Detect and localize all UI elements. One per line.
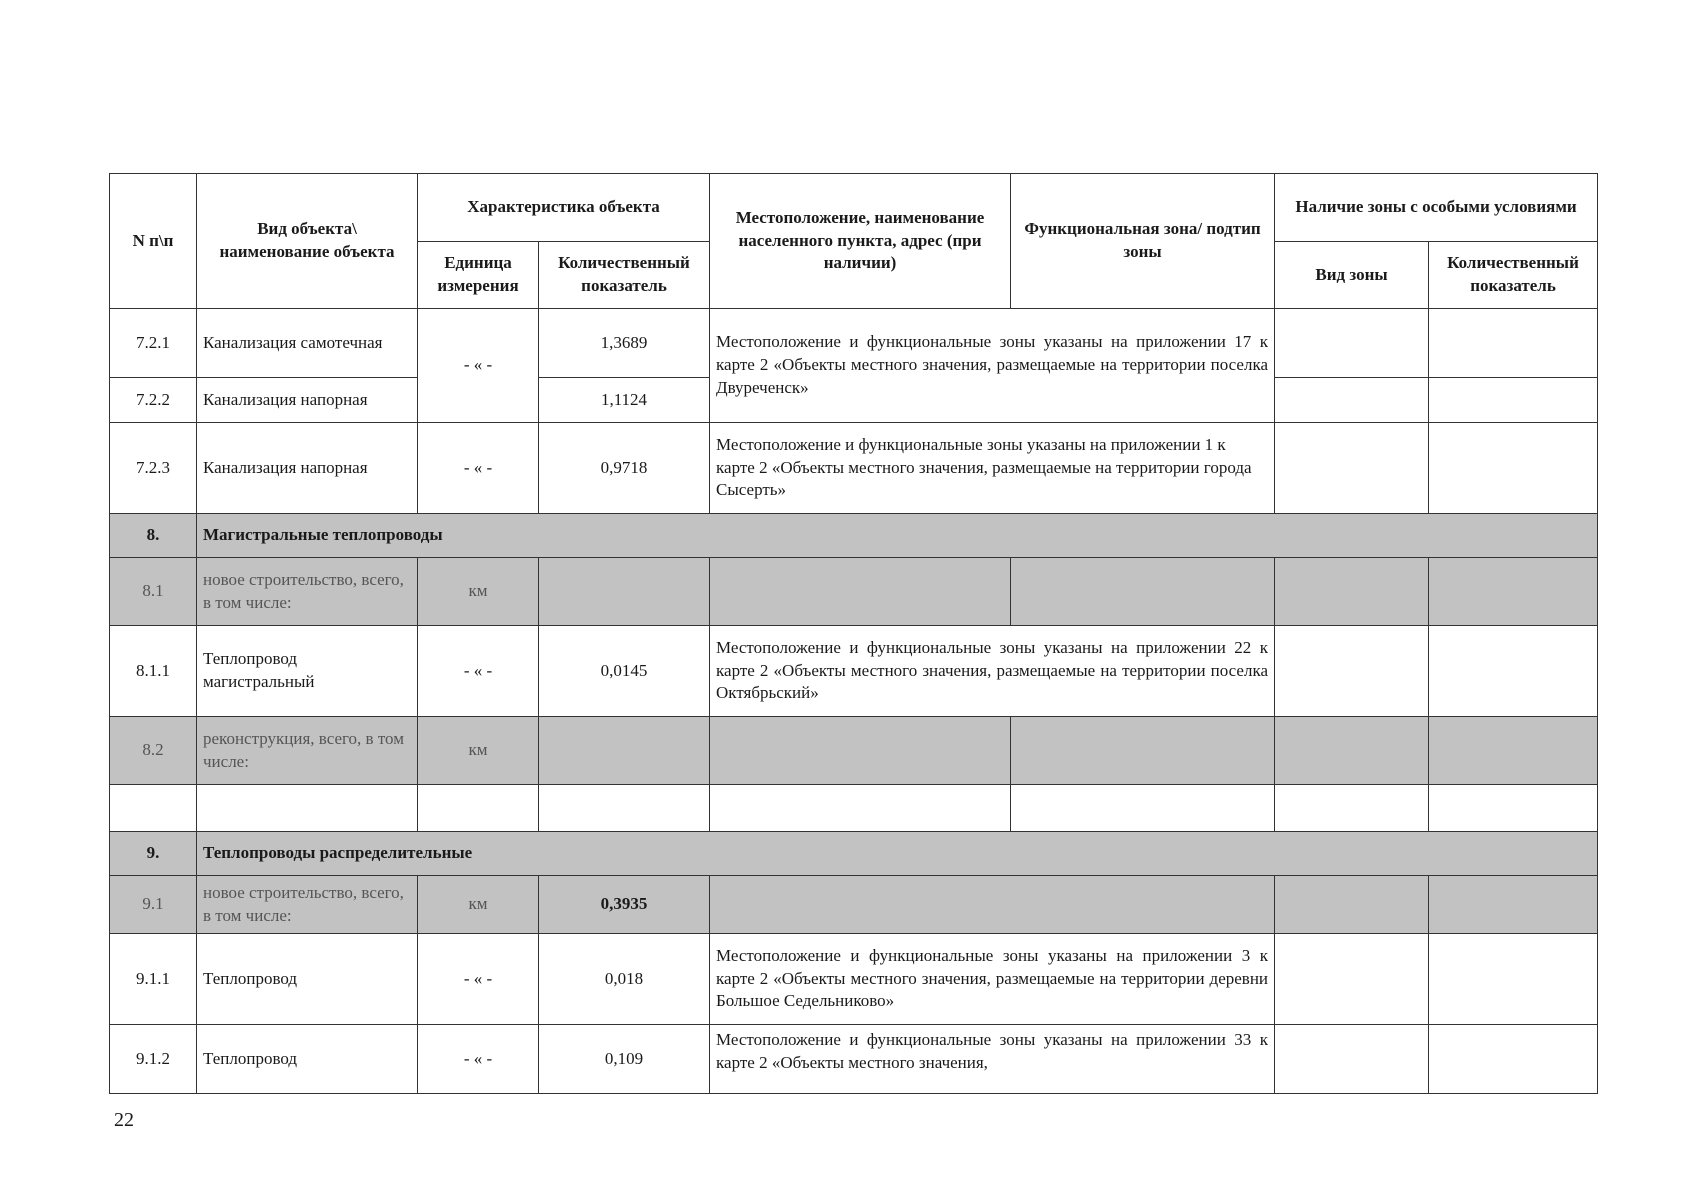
table-row — [110, 558, 1598, 626]
zone-quantity-cell — [1429, 876, 1598, 934]
empty-cell — [1011, 785, 1275, 832]
zone-type-cell — [1275, 934, 1429, 1025]
row-value: 0,109 — [539, 1025, 710, 1094]
row-value — [539, 558, 710, 626]
row-num: 7.2.2 — [110, 378, 197, 423]
header-functional-zone: Функциональная зона/ подтип зоны — [1011, 174, 1275, 309]
section-row — [110, 514, 1598, 558]
row-zone — [1011, 717, 1275, 785]
zone-quantity-cell — [1429, 626, 1598, 717]
row-name: Канализация напорная — [197, 378, 418, 423]
row-value: 0,0145 — [539, 626, 710, 717]
table-row — [110, 1025, 1598, 1094]
row-unit: - « - — [418, 423, 539, 514]
zone-type-cell — [1275, 558, 1429, 626]
row-unit: - « - — [418, 626, 539, 717]
row-num: 8.1 — [110, 558, 197, 626]
row-value: 1,3689 — [539, 309, 710, 378]
zone-quantity-cell — [1429, 717, 1598, 785]
zone-type-cell — [1275, 1025, 1429, 1094]
section-title: Теплопроводы распределительные — [197, 832, 1598, 876]
row-value: 0,018 — [539, 934, 710, 1025]
row-name: Теплопровод — [197, 1025, 418, 1094]
table-row — [110, 934, 1598, 1025]
row-num: 8.1.1 — [110, 626, 197, 717]
header-unit: Единица измерения — [418, 242, 539, 309]
table-row — [110, 309, 1598, 378]
row-name: новое строительство, всего, в том числе: — [197, 876, 418, 934]
row-unit: км — [418, 717, 539, 785]
zone-quantity-cell — [1429, 558, 1598, 626]
row-num: 9.1.2 — [110, 1025, 197, 1094]
zone-quantity-cell — [1429, 423, 1598, 514]
header-characteristic: Характеристика объекта — [418, 174, 710, 242]
header-num: N п\п — [110, 174, 197, 309]
row-num: 7.2.3 — [110, 423, 197, 514]
row-location — [710, 717, 1011, 785]
row-value: 0,3935 — [539, 876, 710, 934]
row-location: Местоположение и функциональные зоны указаны на приложении 22 к карте 2 «Объекты местного значения, размещаемые на территории поселка Октябрьский» — [710, 626, 1275, 717]
row-location: Местоположение и функциональные зоны указаны на приложении 33 к карте 2 «Объекты местного значения, — [710, 1025, 1275, 1094]
header-location: Местоположение, наименование населенного пункта, адрес (при наличии) — [710, 174, 1011, 309]
section-num: 8. — [110, 514, 197, 558]
header-quantity: Количественный показатель — [539, 242, 710, 309]
zone-type-cell — [1275, 378, 1429, 423]
empty-cell — [539, 785, 710, 832]
row-value: 1,1124 — [539, 378, 710, 423]
row-value — [539, 717, 710, 785]
zone-quantity-cell — [1429, 1025, 1598, 1094]
row-location: Местоположение и функциональные зоны указаны на приложении 3 к карте 2 «Объекты местного значения, размещаемые на территории деревни Большое Седельниково» — [710, 934, 1275, 1025]
zone-type-cell — [1275, 423, 1429, 514]
row-name: Канализация напорная — [197, 423, 418, 514]
row-num: 8.2 — [110, 717, 197, 785]
page-number: 22 — [114, 1109, 134, 1131]
zone-type-cell — [1275, 876, 1429, 934]
row-name: Теплопровод магистральный — [197, 626, 418, 717]
row-unit: - « - — [418, 934, 539, 1025]
zone-type-cell — [1275, 309, 1429, 378]
zone-type-cell — [1275, 626, 1429, 717]
row-num: 9.1.1 — [110, 934, 197, 1025]
row-unit: км — [418, 558, 539, 626]
header-zone-quantity: Количественный показатель — [1429, 242, 1598, 309]
section-row — [110, 832, 1598, 876]
zone-quantity-cell — [1429, 309, 1598, 378]
section-title: Магистральные теплопроводы — [197, 514, 1598, 558]
row-name: Теплопровод — [197, 934, 418, 1025]
table-row — [110, 717, 1598, 785]
row-value: 0,9718 — [539, 423, 710, 514]
row-name: новое строительство, всего, в том числе: — [197, 558, 418, 626]
row-unit: - « - — [418, 1025, 539, 1094]
header-special-zone: Наличие зоны с особыми условиями — [1275, 174, 1598, 242]
row-num: 7.2.1 — [110, 309, 197, 378]
row-num: 9.1 — [110, 876, 197, 934]
row-unit: км — [418, 876, 539, 934]
table-row — [110, 785, 1598, 832]
table-row — [110, 876, 1598, 934]
row-location — [710, 876, 1275, 934]
empty-cell — [418, 785, 539, 832]
row-name: реконструкция, всего, в том числе: — [197, 717, 418, 785]
table-row — [110, 423, 1598, 514]
row-unit: - « - — [418, 309, 539, 423]
empty-cell — [197, 785, 418, 832]
zone-quantity-cell — [1429, 378, 1598, 423]
row-location: Местоположение и функциональные зоны указаны на приложении 17 к карте 2 «Объекты местного значения, размещаемые на территории поселка Двуреченск» — [710, 309, 1275, 423]
empty-cell — [1429, 785, 1598, 832]
row-location — [710, 558, 1011, 626]
row-location: Местоположение и функциональные зоны указаны на приложении 1 к карте 2 «Объекты местного значения, размещаемые на территории города Сысерть» — [710, 423, 1275, 514]
row-name: Канализация самотечная — [197, 309, 418, 378]
empty-cell — [110, 785, 197, 832]
header-zone-type: Вид зоны — [1275, 242, 1429, 309]
section-num: 9. — [110, 832, 197, 876]
row-zone — [1011, 558, 1275, 626]
zone-quantity-cell — [1429, 934, 1598, 1025]
zone-type-cell — [1275, 717, 1429, 785]
empty-cell — [710, 785, 1011, 832]
empty-cell — [1275, 785, 1429, 832]
table-row — [110, 626, 1598, 717]
header-object-kind: Вид объекта\ наименование объекта — [197, 174, 418, 309]
objects-table — [109, 173, 1598, 1094]
